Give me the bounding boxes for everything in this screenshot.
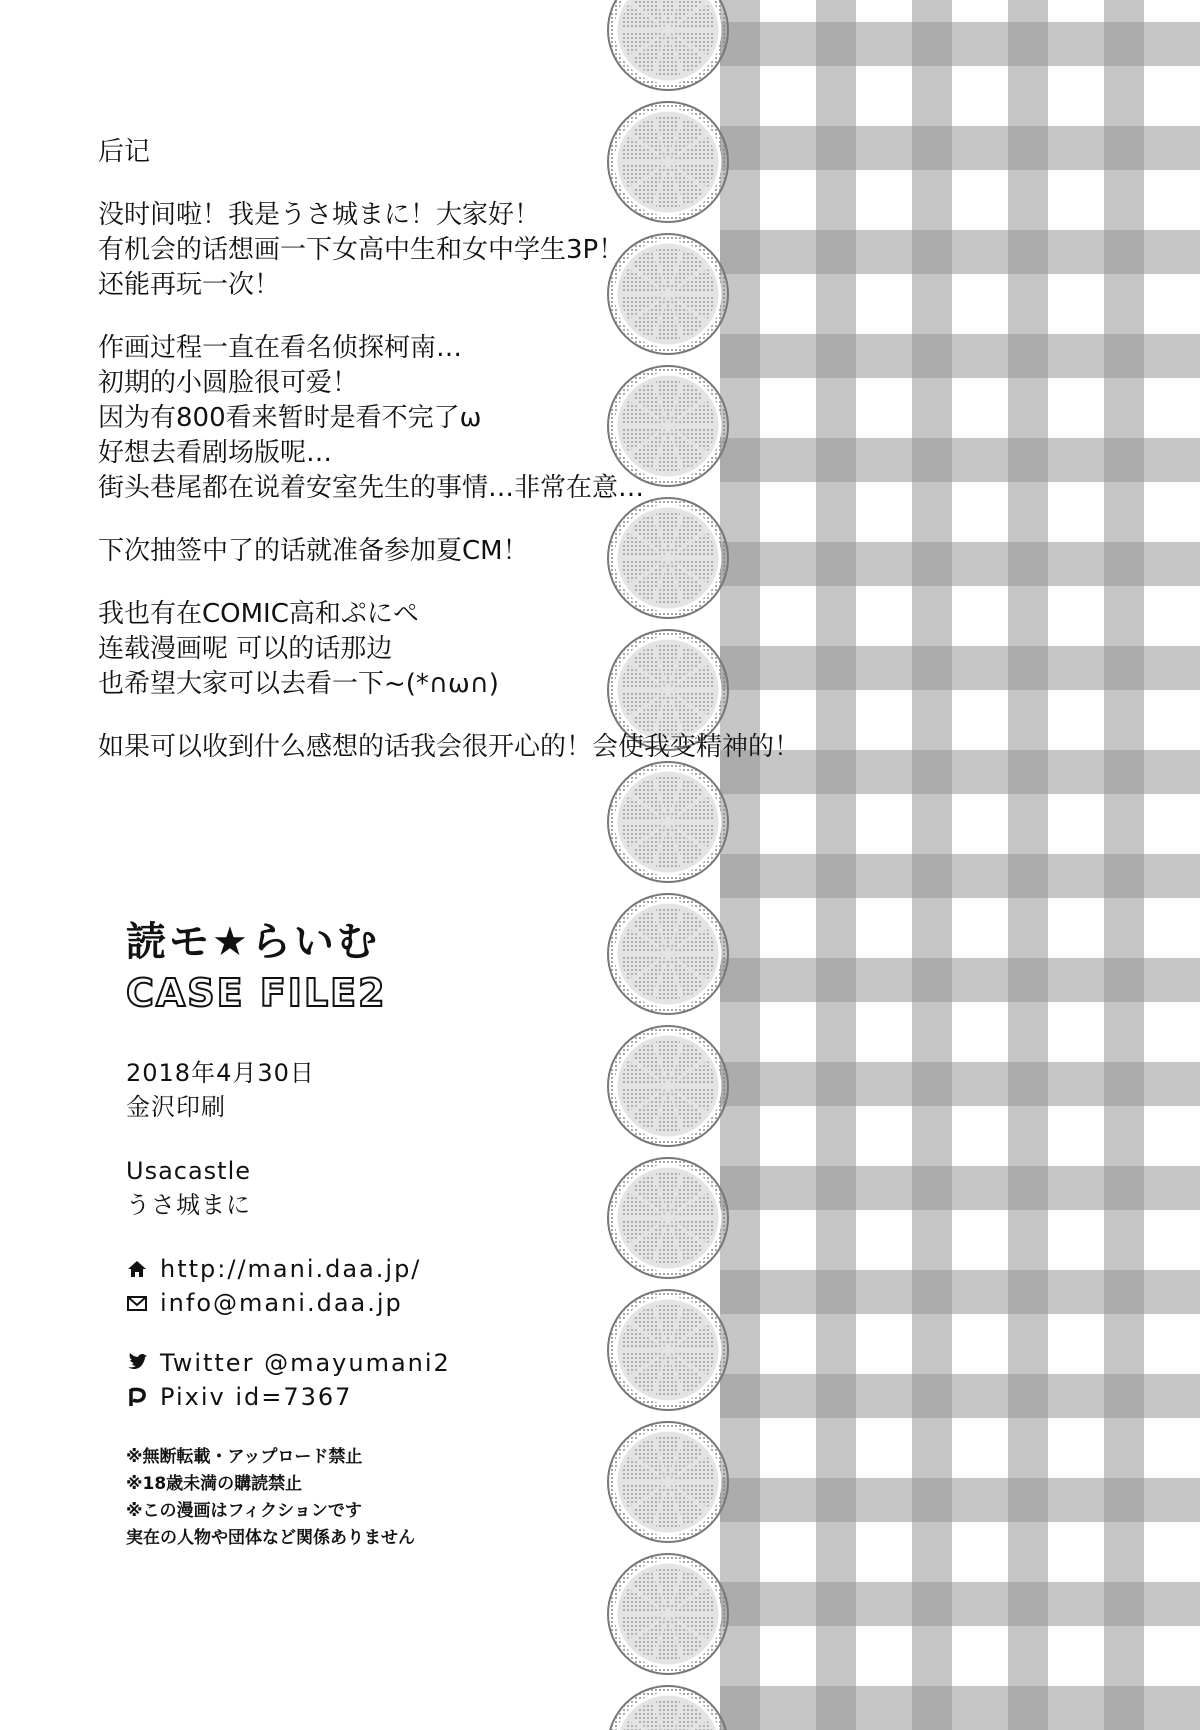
afterword-line: 街头巷尾都在说着安室先生的事情…非常在意… xyxy=(98,473,645,503)
afterword-line: 我也有在COMIC高和ぷにペ xyxy=(98,599,419,629)
afterword-line: 下次抽签中了的话就准备参加夏CM！ xyxy=(98,536,529,566)
website-link[interactable]: http://mani.daa.jp/ xyxy=(160,1255,422,1283)
publication-date: 2018年4月30日 xyxy=(126,1059,315,1087)
email-row xyxy=(126,1286,646,1320)
envelope-icon xyxy=(126,1292,148,1314)
afterword-line: 还能再玩一次！ xyxy=(98,270,281,300)
book-title: 読モ★らいむ xyxy=(126,919,380,965)
circle-name: Usacastle xyxy=(126,1157,252,1185)
afterword-line: 因为有800看来暂时是看不完了ω xyxy=(98,403,482,433)
pixiv-p-icon xyxy=(126,1386,148,1408)
legal-note: ※この漫画はフィクションです xyxy=(126,1501,362,1521)
twitter-row xyxy=(126,1346,646,1380)
printer-name: 金沢印刷 xyxy=(126,1093,226,1121)
social-info xyxy=(126,1346,646,1414)
afterword-line: 连载漫画呢 可以的话那边 xyxy=(98,634,393,664)
afterword-body xyxy=(98,198,898,765)
afterword-paragraph xyxy=(98,730,898,765)
author-info xyxy=(126,1154,646,1222)
book-subtitle: CASE FILE2 xyxy=(126,971,387,1015)
afterword-line: 初期的小圆脸很可爱！ xyxy=(98,368,359,398)
home-icon xyxy=(126,1258,148,1280)
afterword-line: 好想去看剧场版呢… xyxy=(98,438,333,468)
colophon xyxy=(126,918,646,1552)
afterword-section xyxy=(98,135,898,793)
pixiv-id[interactable]: Pixiv id=7367 xyxy=(160,1383,353,1411)
legal-note: 実在の人物や団体など関係ありません xyxy=(126,1528,415,1548)
afterword-paragraph xyxy=(98,597,898,702)
afterword-paragraph xyxy=(98,331,898,506)
legal-note: ※18歳未満の購読禁止 xyxy=(126,1474,303,1494)
afterword-paragraph xyxy=(98,534,898,569)
website-row xyxy=(126,1252,646,1286)
legal-notes xyxy=(126,1444,646,1552)
lemon-slice xyxy=(608,0,728,90)
afterword-line: 如果可以收到什么感想的话我会很开心的！会使我变精神的！ xyxy=(98,732,801,762)
bird-icon xyxy=(126,1352,148,1374)
author-name: うさ城まに xyxy=(126,1191,251,1219)
legal-note: ※無断転載・アップロード禁止 xyxy=(126,1447,363,1467)
afterword-line: 有机会的话想画一下女高中生和女中学生3P！ xyxy=(98,235,625,265)
afterword-heading: 后记 xyxy=(98,137,151,167)
afterword-line: 没时间啦！我是うさ城まに！大家好！ xyxy=(98,200,541,230)
publication-info xyxy=(126,1056,646,1124)
afterword-line: 也希望大家可以去看一下~(*∩ω∩) xyxy=(98,669,499,699)
twitter-handle[interactable]: Twitter @mayumani2 xyxy=(160,1349,451,1377)
pixiv-row xyxy=(126,1380,646,1414)
email-link[interactable]: info@mani.daa.jp xyxy=(160,1289,403,1317)
lemon-slice xyxy=(608,1686,728,1730)
contact-info xyxy=(126,1252,646,1320)
afterword-paragraph xyxy=(98,198,898,303)
afterword-line: 作画过程一直在看名侦探柯南… xyxy=(98,333,463,363)
lemon-slice xyxy=(608,1554,728,1674)
